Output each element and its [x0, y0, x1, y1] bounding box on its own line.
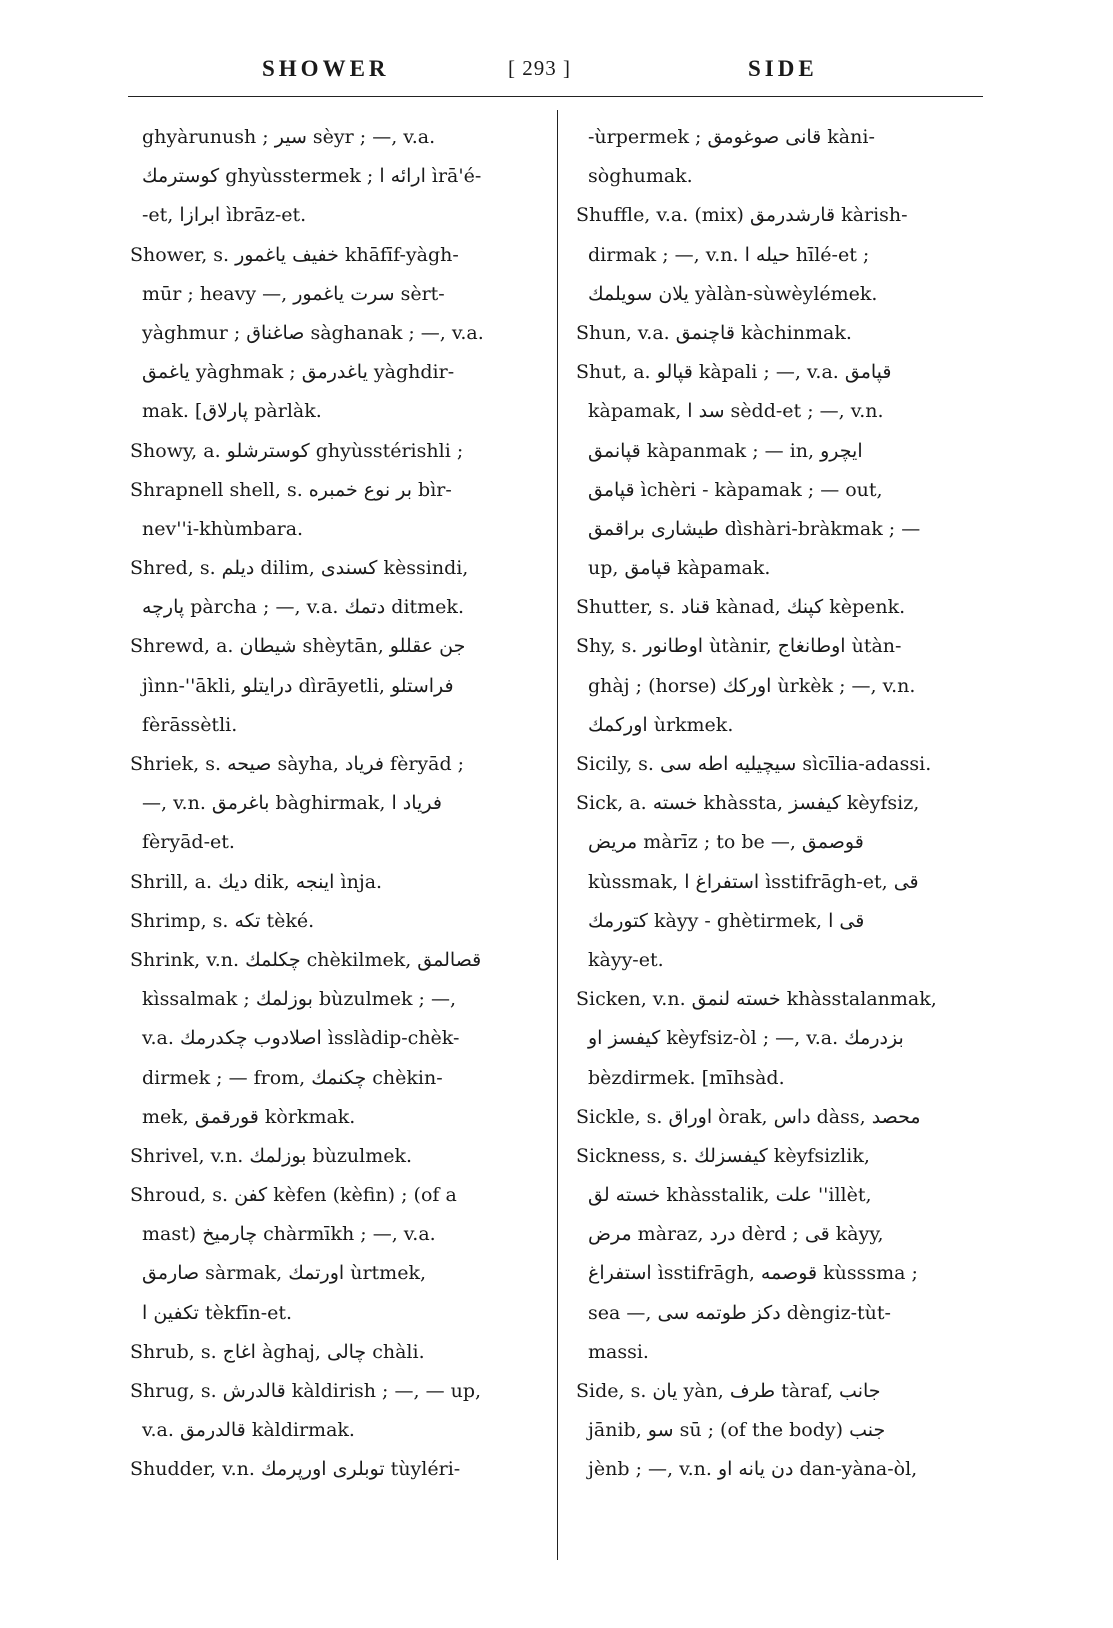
entry-continuation-line: ياغمق yàghmak ; ياغدرمق yàghdir- [142, 361, 455, 384]
entry-continuation-line: v.a. قالدرمق kàldirmak. [142, 1419, 355, 1442]
entry-continuation-line: yàghmur ; صاغناق sàghanak ; —, v.a. [142, 321, 484, 344]
entry-continuation-line: کوسترمك ghyùsstermek ; ارائه ا ìrā'é- [142, 165, 482, 188]
entry-headword-line: Shower, s. خفيف ياغمور khāfīf-yàgh- [130, 243, 459, 266]
entry-headword-line: Shrug, s. قالدرش kàldirish ; —, — up, [130, 1380, 482, 1402]
entry-headword-line: Shrimp, s. تکه tèké. [130, 909, 315, 932]
entry-continuation-line: تکفین ا tèkfīn-et. [142, 1301, 293, 1324]
entry-headword-line: Shutter, s. قناد kànad, کپنك kèpenk. [576, 596, 906, 619]
running-head-right-word: SIDE [748, 56, 818, 81]
entry-headword-line: Sickle, s. اوراق òrak, داس dàss, محصد [576, 1105, 921, 1128]
entry-headword-line: Shroud, s. کفن kèfen (kèfin) ; (of a [130, 1184, 457, 1207]
entry-continuation-line: sòghumak. [588, 165, 693, 188]
left-column [130, 118, 542, 1490]
entry-headword-line: Shriek, s. صیحه sàyha, فریاد fèryād ; [130, 753, 465, 775]
entry-headword-line: Shut, a. قپالو kàpali ; —, v.a. قپامق [576, 361, 892, 384]
entry-continuation-line: —, v.n. باغرمق bàghirmak, فریاد ا [142, 792, 442, 815]
entry-continuation-line: یلان سویلمك yàlàn-sùwèylémek. [588, 282, 878, 305]
entry-continuation-line: mak. [پارلاق pàrlàk. [142, 400, 322, 423]
entry-continuation-line: fèrāssètli. [142, 713, 238, 736]
entry-continuation-line: kàpamak, سد ا sèdd-et ; —, v.n. [588, 400, 884, 423]
column-divider [557, 110, 558, 1560]
entry-headword-line: Shudder, v.n. توبلری اورپرمك tùyléri- [130, 1458, 461, 1481]
entry-continuation-line: استفراغ ìsstifrāgh, قوصمه kùsssma ; [588, 1262, 918, 1285]
entry-continuation-line: -et, ابرازا ìbrāz-et. [142, 204, 307, 227]
entry-headword-line: Shrill, a. دیك dik, اینجه ìnja. [130, 870, 383, 893]
entry-continuation-line: mūr ; heavy —, سرت ياغمور sèrt- [142, 282, 445, 305]
entry-continuation-line: مریض màrīz ; to be —, قوصمق [588, 831, 864, 854]
entry-headword-line: Shrub, s. اغاج àghaj, چالی chàli. [130, 1340, 425, 1363]
entry-continuation-line: jènb ; —, v.n. دن یانه او dan-yàna-òl, [588, 1458, 918, 1481]
entry-continuation-line: mek, قورقمق kòrkmak. [142, 1105, 356, 1128]
entry-headword-line: Sicken, v.n. خسته لنمق khàsstalanmak, [576, 988, 937, 1011]
entry-headword-line: Side, s. یان yàn, طرف tàraf, جانب [576, 1380, 881, 1402]
entry-continuation-line: kìssalmak ; بوزلمك bùzulmek ; —, [142, 988, 456, 1011]
entry-headword-line: Shun, v.a. قاچنمق kàchinmak. [576, 321, 852, 344]
entry-continuation-line: اورکمك ùrkmek. [588, 713, 734, 736]
entry-headword-line: Shy, s. اوطانور ùtànir, اوطانغاج ùtàn- [576, 635, 902, 658]
entry-headword-line: Sick, a. خسته khàssta, کیفسز kèyfsiz, [576, 792, 920, 815]
entry-headword-line: Shrivel, v.n. بوزلمك bùzulmek. [130, 1144, 413, 1167]
entry-continuation-line: -ùrpermek ; قانی صوغومق kàni- [588, 126, 875, 148]
entry-headword-line: Shrink, v.n. چکلمك chèkilmek, قصالمق [130, 948, 482, 971]
entry-continuation-line: ghàj ; (horse) اورکك ùrkèk ; —, v.n. [588, 674, 916, 697]
entry-continuation-line: کیفسز او kèyfsiz-òl ; —, v.a. بزدرمك [588, 1027, 904, 1050]
running-head-left-word: SHOWER [262, 56, 390, 81]
right-column [576, 118, 986, 1490]
entry-continuation-line: خسته لق khàsstalik, علت ''illèt, [588, 1184, 872, 1207]
entry-continuation-line: jānib, سو sū ; (of the body) جنب [588, 1419, 886, 1442]
entry-continuation-line: kùssmak, استفراغ ا ìsstifrāgh-et, قی [588, 870, 919, 893]
entry-headword-line: Showy, a. کوسترشلو ghyùsstérishli ; [130, 439, 464, 462]
entry-continuation-line: sea —, دکز طوتمه سی dèngiz-tùt- [588, 1301, 891, 1324]
entry-continuation-line: قپانمق kàpanmak ; — in, ایچرو [588, 439, 863, 462]
entry-headword-line: Sickness, s. کیفسزلك kèyfsizlik, [576, 1144, 870, 1167]
entry-continuation-line: ghyàrunush ; سیر sèyr ; —, v.a. [142, 126, 436, 148]
entry-continuation-line: قپامق ìchèri - kàpamak ; — out, [588, 478, 883, 501]
entry-continuation-line: مرض màraz, درد dèrd ; قی kàyy, [588, 1223, 884, 1246]
entry-headword-line: Shred, s. دیلم dilim, کسندی kèssindi, [130, 557, 469, 580]
entry-continuation-line: bèzdirmek. [mīhsàd. [588, 1066, 785, 1089]
page-number: [ 293 ] [508, 56, 571, 80]
entry-continuation-line: صارمق sàrmak, اورتمك ùrtmek, [142, 1262, 426, 1285]
entry-continuation-line: طیشاری براقمق dìshàri-bràkmak ; — [588, 517, 921, 540]
entry-continuation-line: massi. [588, 1340, 649, 1363]
header-rule [128, 96, 983, 97]
entry-continuation-line: dirmek ; — from, چکنمك chèkin- [142, 1066, 443, 1089]
running-head [128, 52, 983, 86]
entry-headword-line: Sicily, s. سیچیلیه اطه سی sìcīlia-adassi. [576, 753, 932, 775]
entry-continuation-line: fèryād-et. [142, 831, 235, 854]
entry-continuation-line: پارچه pàrcha ; —, v.a. دتمك ditmek. [142, 596, 464, 619]
entry-continuation-line: v.a. اصلادوب چکدرمك ìsslàdip-chèk- [142, 1027, 460, 1050]
entry-headword-line: Shrapnell shell, s. بر نوع خمبره bìr- [130, 478, 452, 501]
entry-continuation-line: کتورمك kàyy - ghètirmek, قی ا [588, 909, 865, 932]
entry-continuation-line: up, قپامق kàpamak. [588, 557, 771, 580]
entry-continuation-line: dirmak ; —, v.n. حیله ا hīlé-et ; [588, 243, 870, 266]
entry-continuation-line: nev''i-khùmbara. [142, 517, 304, 540]
entry-headword-line: Shrewd, a. شیطان shèytān, جن عقللو [130, 635, 466, 658]
entry-continuation-line: kàyy-et. [588, 948, 664, 971]
entry-continuation-line: mast) چارمیخ chàrmīkh ; —, v.a. [142, 1223, 436, 1246]
entry-continuation-line: jìnn-''ākli, درایتلو dìrāyetli, فراستلو [142, 674, 454, 697]
entry-headword-line: Shuffle, v.a. (mix) قارشدرمق kàrish- [576, 204, 908, 227]
